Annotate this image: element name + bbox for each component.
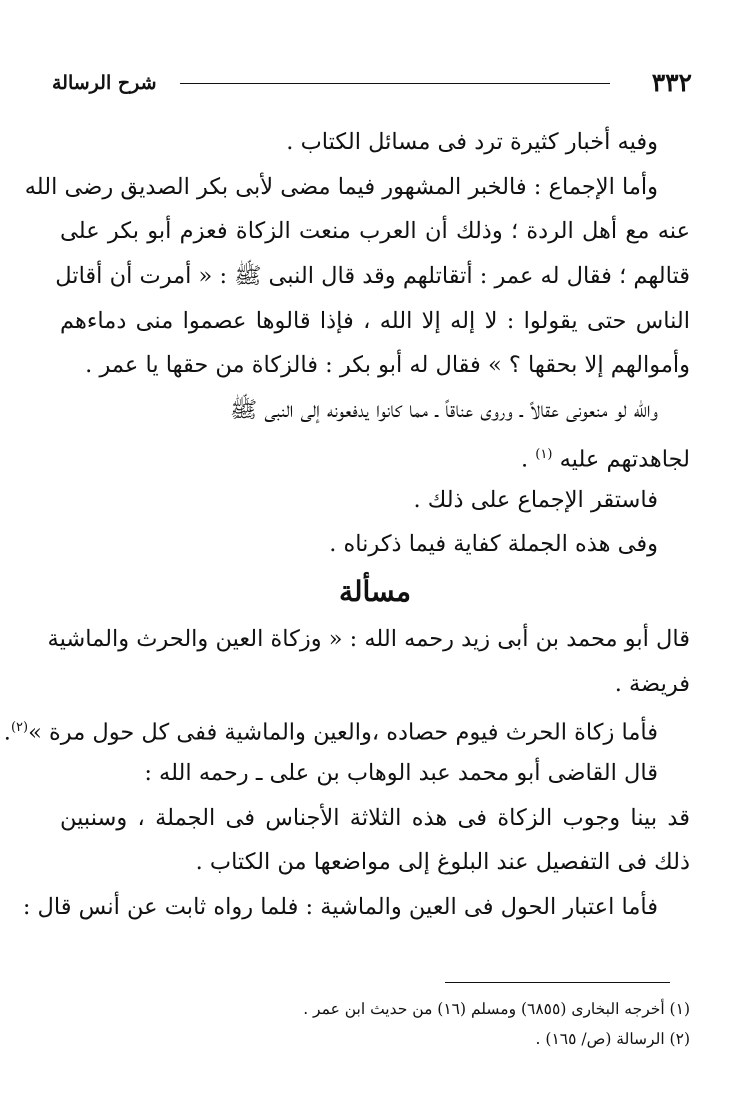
text-line (60, 433, 690, 478)
footnote-rule (445, 982, 670, 983)
text-line (3, 706, 690, 751)
header-rule (180, 83, 610, 84)
page-number: ٣٣٢ (651, 68, 692, 97)
footnote-ref: (١) (535, 446, 553, 462)
main-text (3, 120, 690, 930)
footnote-ref: (٢) (10, 720, 29, 736)
text-line: وأموالهم إلا بحقها ؟ » فقال له أبو بكر : فالزكاة من حقها يا عمر . (85, 352, 690, 379)
section-heading: مسألة (338, 574, 412, 608)
text-line: ذلك فى التفصيل عند البلوغ إلى مواضعها من الكتاب . (195, 849, 690, 876)
page-header (52, 68, 692, 100)
text-span: . (3, 719, 11, 746)
text-span: لجاهدتهم عليه (559, 446, 690, 473)
text-line: فريضة . (614, 670, 690, 697)
text-line: فأما اعتبار الحول فى العين والماشية : فلما رواه ثابت عن أنس قال : (22, 894, 658, 920)
text-span: . (520, 446, 529, 473)
text-line: قتالهم ؛ فقال له عمر : أتقاتلهم وقد قال النبى ﷺ : « أمرت أن أقاتل (55, 263, 690, 290)
footnote: (٢) الرسالة (ص/ ١٦٥) . (535, 1030, 690, 1048)
footnote: (١) أخرجه البخارى (٦٨٥٥) ومسلم (١٦) من حديث ابن عمر . (303, 1000, 690, 1018)
text-line: قال القاضى أبو محمد عبد الوهاب بن على ـ رحمه الله : (144, 759, 658, 786)
footnotes (60, 994, 690, 1054)
text-span: فأما زكاة الحرث فيوم حصاده ،والعين والماشية ففى كل حول مرة » (28, 719, 658, 746)
text-line: عنه مع أهل الردة ؛ وذلك أن العرب منعت الزكاة فعزم أبو بكر على (60, 218, 690, 245)
text-line: والله لو منعونى عقالاً ـ وروى عناقاً ـ مما كانوا يدفعونه إلى النبى ﷺ (230, 397, 658, 424)
text-line: وفيه أخبار كثيرة ترد فى مسائل الكتاب . (286, 129, 658, 155)
text-line: وأما الإجماع : فالخبر المشهور فيما مضى لأبى بكر الصديق رضى الله (24, 173, 658, 200)
text-line: قال أبو محمد بن أبى زيد رحمه الله : « وزكاة العين والحرث والماشية (47, 625, 690, 652)
text-line: قد بينا وجوب الزكاة فى هذه الثلاثة الأجناس فى الجملة ، وسنبين (60, 804, 690, 831)
running-title: شرح الرسالة (52, 72, 157, 94)
text-line: وفى هذه الجملة كفاية فيما ذكرناه . (329, 531, 658, 558)
text-line: الناس حتى يقولوا : لا إله إلا الله ، فإذا قالوها عصموا منى دماءهم (60, 307, 690, 334)
text-line: فاستقر الإجماع على ذلك . (413, 486, 658, 513)
